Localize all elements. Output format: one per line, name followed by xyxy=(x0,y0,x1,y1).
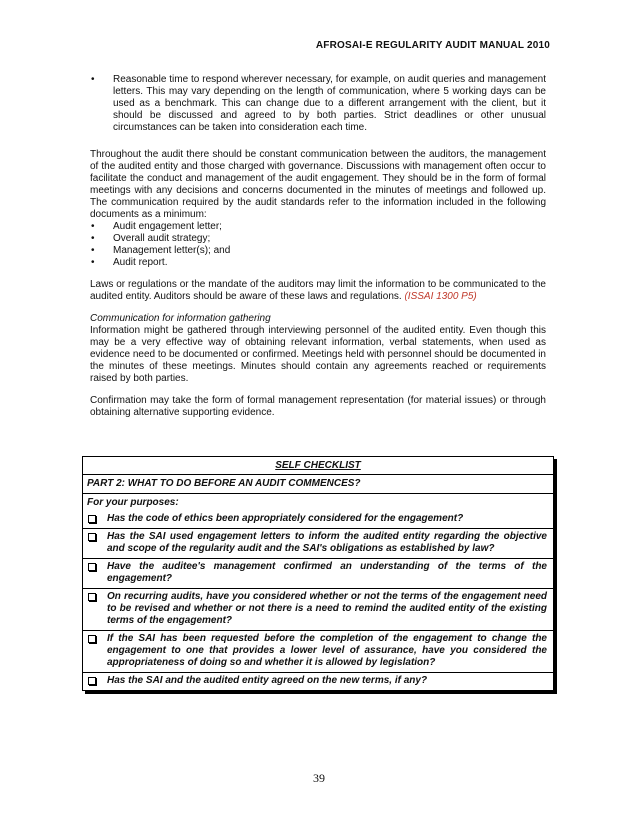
bullet-icon: • xyxy=(91,221,95,232)
paragraph-communication: Throughout the audit there should be constant communication between the auditors, the management of the audited entity and those charged with governance. Discussions with management often occur to facilitate the conduct and management of the audit engagement. They should be in the form of formal meetings with any decisions and concerns documented in the minutes of meetings and followed up. The communication required by the audit standards refer to the information included in the following documents as a minimum: xyxy=(90,149,546,220)
bullet-icon: • xyxy=(91,74,95,85)
bullet-icon: • xyxy=(91,245,95,256)
list-item xyxy=(90,245,546,257)
list-item-text: Overall audit strategy; xyxy=(113,233,211,244)
list-item-text: Audit engagement letter; xyxy=(113,221,222,232)
documents-list xyxy=(90,221,546,269)
paragraph-information: Information might be gathered through interviewing personnel of the audited entity. Even though this may be a very effective way of obtaining relevant information, verbal statements, when used as evidence need to be documented or confirmed. Meetings held with personnel should be documented in the minutes of these meetings. Minutes should contain any agreements reached or requirements raised by both parties. xyxy=(90,325,546,384)
checklist-item-text: Has the code of ethics been appropriately considered for the engagement? xyxy=(107,513,464,524)
checklist-item-text: Have the auditee's management confirmed an understanding of the terms of the engagement? xyxy=(107,561,547,584)
top-bullet-list xyxy=(90,74,546,134)
self-checklist-box xyxy=(82,456,554,691)
checklist-item xyxy=(83,630,553,672)
checklist-item xyxy=(83,588,553,630)
checklist-item xyxy=(83,528,553,558)
issai-reference: (ISSAI 1300 P5) xyxy=(404,291,477,302)
list-item-text: Reasonable time to respond wherever necessary, for example, on audit queries and management letters. This may vary depending on the length of communication, where 5 working days can be used as a benchmark. This can change due to a different arrangement with the client, but it should be discussed and agreed to by both parties. Strict deadlines or other unusual circumstances can be taken into consideration each time. xyxy=(113,74,546,133)
checklist-item-text: Has the SAI and the audited entity agreed on the new terms, if any? xyxy=(107,675,428,686)
checkbox-icon[interactable] xyxy=(88,677,96,685)
body-text xyxy=(90,74,546,419)
list-item xyxy=(90,221,546,233)
checkbox-icon[interactable] xyxy=(88,563,96,571)
page-number: 39 xyxy=(313,771,325,785)
section-heading: Communication for information gathering xyxy=(90,313,271,324)
running-header: AFROSAI-E REGULARITY AUDIT MANUAL 2010 xyxy=(315,40,550,51)
list-item xyxy=(90,233,546,245)
checklist-purposes-label: For your purposes: xyxy=(87,497,179,508)
checklist-item-text: If the SAI has been requested before the completion of the engagement to change the engagement to one that provides a lower level of assurance, have you considered the appropriateness of doing so and whether it is allowed by legislation? xyxy=(107,633,547,668)
checklist-item xyxy=(83,672,553,690)
list-item xyxy=(90,257,546,269)
list-item-text: Management letter(s); and xyxy=(113,245,231,256)
checkbox-icon[interactable] xyxy=(88,515,96,523)
checklist-item-text: On recurring audits, have you considered whether or not the terms of the engagement need to be revised and whether or not there is a need to remind the audited entity of the existing terms of the engagement? xyxy=(107,591,547,626)
paragraph-laws xyxy=(90,279,546,303)
checklist-item xyxy=(83,511,553,528)
bullet-icon: • xyxy=(91,233,95,244)
paragraph-confirmation: Confirmation may take the form of formal management representation (for material issues) or through obtaining alternative supporting evidence. xyxy=(90,395,546,418)
checkbox-icon[interactable] xyxy=(88,635,96,643)
list-item-text: Audit report. xyxy=(113,257,168,268)
checklist-part-heading: PART 2: WHAT TO DO BEFORE AN AUDIT COMMENCES? xyxy=(83,475,553,494)
checklist-item-text: Has the SAI used engagement letters to inform the audited entity regarding the objective and scope of the regularity audit and the SAI's obligations as established by law? xyxy=(107,531,547,554)
checklist-item xyxy=(83,558,553,588)
checklist-items xyxy=(83,511,553,690)
paragraph-laws-text: Laws or regulations or the mandate of the auditors may limit the information to be communicated to the audited entity. Auditors should be aware of these laws and regulations. xyxy=(90,279,546,302)
bullet-icon: • xyxy=(91,257,95,268)
checklist-title: SELF CHECKLIST xyxy=(83,457,553,475)
checkbox-icon[interactable] xyxy=(88,533,96,541)
checkbox-icon[interactable] xyxy=(88,593,96,601)
list-item xyxy=(90,74,546,134)
